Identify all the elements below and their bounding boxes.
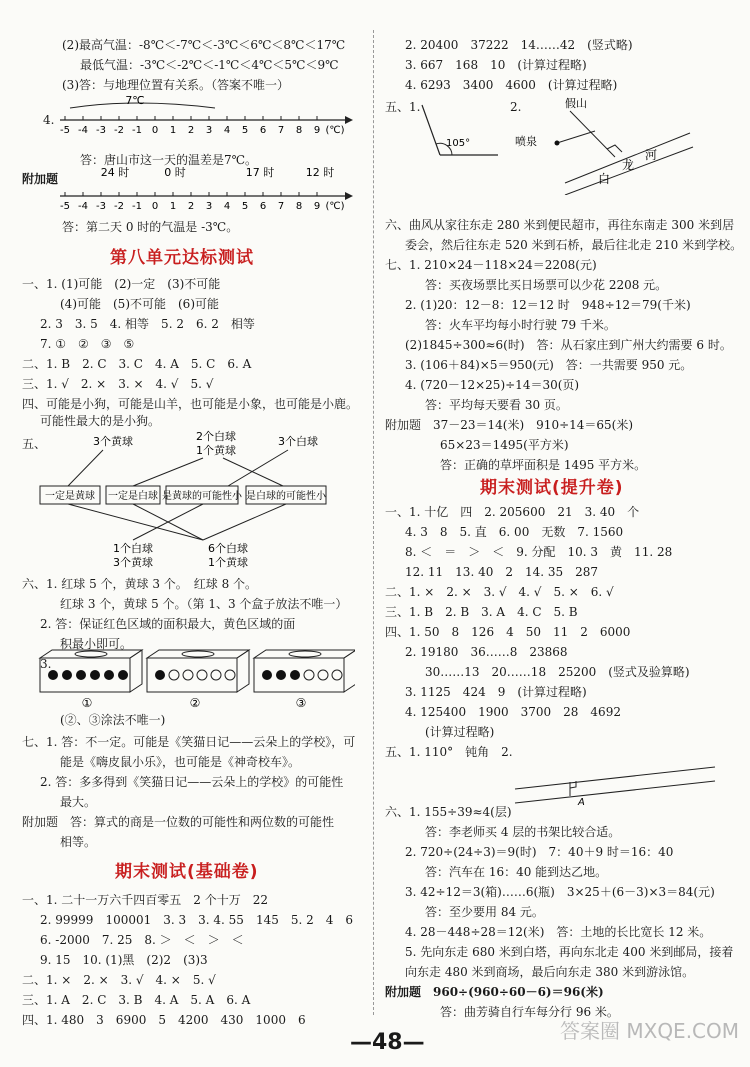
text-line: 2. 720÷(24÷3)＝9(时) 7：40＋9 时＝16：40: [405, 845, 674, 859]
text-line: 积最小即可。: [60, 637, 133, 651]
ball-box: [40, 650, 142, 692]
text-line: 3. 667 168 10 (计算过程略): [405, 58, 587, 72]
text-line: 8. ＜ ＝ ＞ ＜ 9. 分配 10. 3 黄 11. 28: [405, 545, 673, 559]
tick-label: 7: [277, 125, 285, 136]
time-label: 17 时: [245, 166, 275, 179]
tick-label: -1: [132, 125, 142, 136]
axis-arrow: [345, 116, 353, 124]
text-line: 4. 3 8 5. 直 6. 00 无数 7. 1560: [405, 525, 624, 539]
text-line: (计算过程略): [425, 725, 495, 739]
text-line: 一、1. 二十一万六千四百零五 2 个十万 22: [22, 893, 268, 907]
time-label: 24 时: [100, 166, 130, 179]
tick-label: -5: [60, 201, 70, 212]
tick-label: (℃): [325, 201, 345, 212]
text-line: 六、曲风从家往东走 280 米到便民超市，再往东南走 300 米到居: [385, 218, 735, 232]
text-line: 七、1. 210×24－118×24＝2208(元): [385, 258, 597, 272]
text-line: 2. 19180 36……8 23868: [405, 645, 568, 659]
text-line: (②、③涂法不唯一): [60, 713, 166, 727]
text-line: 委会，然后往东走 520 米到石桥，最后往北走 210 米到学校。: [405, 238, 743, 252]
question-number: 五、: [22, 437, 47, 451]
text-line: 四、可能是小狗，可能是山羊，也可能是小象，也可能是小鹿。: [22, 397, 359, 411]
text-line: 2. 99999 100001 3. 3 3. 4. 55 145 5. 2 4 6: [40, 913, 354, 927]
axis-arrow: [345, 192, 353, 200]
box-label: 一定是白球: [108, 491, 158, 502]
box-number: ②: [189, 696, 201, 710]
match-line: [228, 450, 288, 486]
text-line: 六、1. 红球 5 个，黄球 3 个。 红球 8 个。: [22, 577, 258, 591]
text-line: 二、1. B 2. C 3. C 4. A 5. C 6. A: [22, 357, 252, 371]
text-line: 答：第二天 0 时的气温是 -3℃。: [62, 220, 239, 234]
time-label: 12 时: [305, 166, 335, 179]
text-line: 3. 1125 424 9 (计算过程略): [405, 685, 587, 699]
text-line: 相等。: [60, 835, 97, 849]
tick-label: 0: [151, 201, 159, 212]
text-line: 最低气温：-3℃＜-2℃＜-1℃＜4℃＜5℃＜9℃: [80, 58, 339, 72]
text-line: (3)答：与地理位置有关系。（答案不唯一）: [62, 78, 289, 92]
text-line: 4. 6293 3400 4600 (计算过程略): [405, 78, 618, 92]
number-line-time: [55, 166, 355, 214]
text-line: 答：曲芳骑自行车每分行 96 米。: [440, 1005, 619, 1019]
tick-label: 4: [223, 201, 231, 212]
text-line: 12. 11 13. 40 2 14. 35 287: [405, 565, 599, 579]
map-label: 河: [645, 148, 658, 162]
time-label: 0 时: [164, 166, 186, 179]
text-line: 附加题 答：算式的商是一位数的可能性和两位数的可能性: [22, 815, 335, 829]
text-line: 答：汽车在 16：40 能到达乙地。: [425, 865, 608, 879]
tick-label: (℃): [325, 125, 345, 136]
text-line: 答：火车平均每小时行驶 79 千米。: [425, 318, 616, 332]
text-line: (4)可能 (5)不可能 (6)可能: [60, 297, 219, 311]
text-line: 一、1. 十亿 四 2. 205600 21 3. 40 个: [385, 505, 640, 519]
map-diagram: [495, 95, 705, 195]
number-line-temperature: [55, 96, 355, 144]
text-line: 3. (106＋84)×5＝950(元) 答：一共需要 950 元。: [405, 358, 693, 372]
range-label: 7℃: [125, 96, 145, 107]
tick-label: 6: [259, 125, 267, 136]
text-line: 答：李老师买 4 层的书架比较合适。: [425, 825, 621, 839]
tick-label: -4: [78, 125, 88, 136]
text-line: (2)1845÷300≈6(时) 答：从石家庄到广州大约需要 6 时。: [405, 338, 732, 352]
text-line: 答：正确的草坪面积是 1495 平方米。: [440, 458, 647, 472]
text-line: 30……13 20……18 25200 (竖式及验算略): [425, 665, 690, 679]
match-line: [203, 504, 286, 540]
text-line: 七、1. 答：不一定。可能是《笑猫日记——云朵上的学校》，可: [22, 735, 356, 749]
text-line: 2. (1)20：12－8：12＝12 时 948÷12＝79(千米): [405, 298, 691, 312]
text-line: 二、1. × 2. × 3. √ 4. × 5. √: [22, 973, 216, 987]
ball-box: [147, 650, 249, 692]
extra-question-label: 附加题: [22, 172, 59, 186]
question-number: 3.: [40, 657, 52, 671]
text-line: 最大。: [60, 795, 97, 809]
ball-box: [254, 650, 355, 692]
text-line: 附加题 37－23＝14(米) 910÷14＝65(米): [385, 418, 634, 432]
point-label: A: [578, 797, 585, 805]
text-line: 3. 42÷12＝3(箱)……6(瓶) 3×25＋(6－3)×3＝84(元): [405, 885, 715, 899]
tick-label: 3: [205, 125, 213, 136]
page-number: —48—: [350, 1030, 425, 1055]
tick-label: 7: [277, 201, 285, 212]
matching-diagram: [38, 430, 358, 570]
tick-label: 2: [187, 201, 195, 212]
match-line: [133, 458, 203, 486]
question-number: 五、1.: [385, 100, 421, 114]
tick-label: 1: [169, 125, 177, 136]
text-line: 附加题 960÷(960÷60－6)＝96(米): [385, 985, 604, 999]
text-line: 2. 答：保证红色区域的面积最大，黄色区域的面: [40, 617, 296, 631]
diagram-label: 3个黄球: [93, 435, 133, 448]
diagram-label: 1个白球: [113, 542, 153, 555]
text-line: 6. -2000 7. 25 8. ＞ ＜ ＞ ＜: [40, 933, 244, 947]
text-line: 65×23＝1495(平方米): [440, 438, 569, 452]
tick-label: 8: [295, 125, 303, 136]
box-number: ③: [295, 696, 307, 710]
diagram-label: 2个白球: [196, 430, 236, 443]
text-line: 三、1. B 2. B 3. A 4. C 5. B: [385, 605, 578, 619]
diagram-label: 1个黄球: [208, 556, 248, 569]
match-line: [223, 458, 283, 486]
diagram-label: 6个白球: [208, 542, 248, 555]
box-label: 是黄球的可能性小: [162, 491, 242, 502]
text-line: 7. ① ② ③ ⑤: [40, 337, 135, 351]
map-label: 喷泉: [515, 135, 537, 148]
tick-label: 3: [205, 201, 213, 212]
tick-label: -3: [96, 201, 106, 212]
box-label: 一定是黄球: [45, 491, 95, 502]
text-line: 答：买夜场票比买日场票可以少花 2208 元。: [425, 278, 668, 292]
angle-label: 105°: [446, 138, 471, 149]
text-line: 可能性最大的是小狗。: [40, 414, 161, 428]
tick-label: -3: [96, 125, 106, 136]
perpendicular-diagram: [510, 755, 720, 805]
watermark: 答案圈 MXQE.COM: [560, 1019, 740, 1043]
question-number: 4.: [43, 113, 55, 127]
match-line: [68, 450, 103, 486]
tick-label: 8: [295, 201, 303, 212]
text-line: 4. (720－12×25)÷14＝30(页): [405, 378, 580, 392]
text-line: 答：至少要用 84 元。: [425, 905, 544, 919]
box-number: ①: [81, 696, 93, 710]
text-line: 二、1. × 2. × 3. √ 4. √ 5. × 6. √: [385, 585, 614, 599]
text-line: 2. 答：多多得到《笑猫日记——云朵上的学校》的可能性: [40, 775, 344, 789]
section-title: 期末测试(基础卷): [115, 862, 259, 882]
tick-label: -2: [114, 201, 124, 212]
tick-label: -4: [78, 201, 88, 212]
question-number: 2.: [510, 100, 522, 114]
tick-label: 2: [187, 125, 195, 136]
text-line: 4. 125400 1900 3700 28 4692: [405, 705, 621, 719]
diagram-label: 3个白球: [278, 435, 318, 448]
tick-label: -2: [114, 125, 124, 136]
diagram-label: 3个黄球: [113, 556, 153, 569]
tick-label: -1: [132, 201, 142, 212]
text-line: 2. 3 3. 5 4. 相等 5. 2 6. 2 相等: [40, 317, 255, 331]
match-line: [68, 504, 203, 540]
text-line: 四、1. 480 3 6900 5 4200 430 1000 6: [22, 1013, 306, 1027]
tick-label: 6: [259, 201, 267, 212]
text-line: 红球 3 个，黄球 5 个。（第 1、3 个盒子放法不唯一）: [60, 597, 348, 611]
text-line: 2. 20400 37222 14……42 (竖式略): [405, 38, 633, 52]
text-line: 4. 28－448÷28＝12(米) 答：土地的长比宽长 12 米。: [405, 925, 712, 939]
text-line: 答：平均每天要看 30 页。: [425, 398, 568, 412]
text-line: 五、1. 110° 钝角 2.: [385, 745, 513, 759]
ball-boxes-diagram: [35, 648, 355, 710]
diagram-label: 1个黄球: [196, 444, 236, 457]
text-line: 5. 先向东走 680 米到白塔，再向东北走 400 米到邮局，接着: [405, 945, 734, 959]
map-label: 白: [598, 172, 611, 186]
text-line: 9. 15 10. (1)黑 (2)2 (3)3: [40, 953, 208, 967]
tick-label: -5: [60, 125, 70, 136]
text-line: 答：唐山市这一天的温差是7℃。: [80, 153, 258, 167]
text-line: 四、1. 50 8 126 4 50 11 2 6000: [385, 625, 631, 639]
text-line: 一、1. (1)可能 (2)一定 (3)不可能: [22, 277, 221, 291]
section-title: 期末测试(提升卷): [480, 478, 624, 498]
tick-label: 5: [241, 201, 249, 212]
map-label: 假山: [565, 97, 587, 110]
tick-label: 1: [169, 201, 177, 212]
text-line: 三、1. √ 2. × 3. × 4. √ 5. √: [22, 377, 214, 391]
tick-label: 4: [223, 125, 231, 136]
tick-label: 0: [151, 125, 159, 136]
map-label: 龙: [622, 158, 635, 172]
tick-label: 9: [313, 201, 321, 212]
text-line: 六、1. 155÷39≈4(层): [385, 805, 512, 819]
text-line: 向东走 480 米到商场，最后向东走 380 米到游泳馆。: [405, 965, 695, 979]
section-title: 第八单元达标测试: [110, 248, 254, 268]
box-label: 是白球的可能性小: [246, 491, 326, 502]
tick-label: 5: [241, 125, 249, 136]
column-divider: [373, 30, 374, 1015]
text-line: 能是《嗨皮鼠小乐》，也可能是《神奇校车》。: [60, 755, 301, 769]
text-line: 三、1. A 2. C 3. B 4. A 5. A 6. A: [22, 993, 251, 1007]
tick-label: 9: [313, 125, 321, 136]
text-line: (2)最高气温：-8℃＜-7℃＜-3℃＜6℃＜8℃＜17℃: [62, 38, 346, 52]
